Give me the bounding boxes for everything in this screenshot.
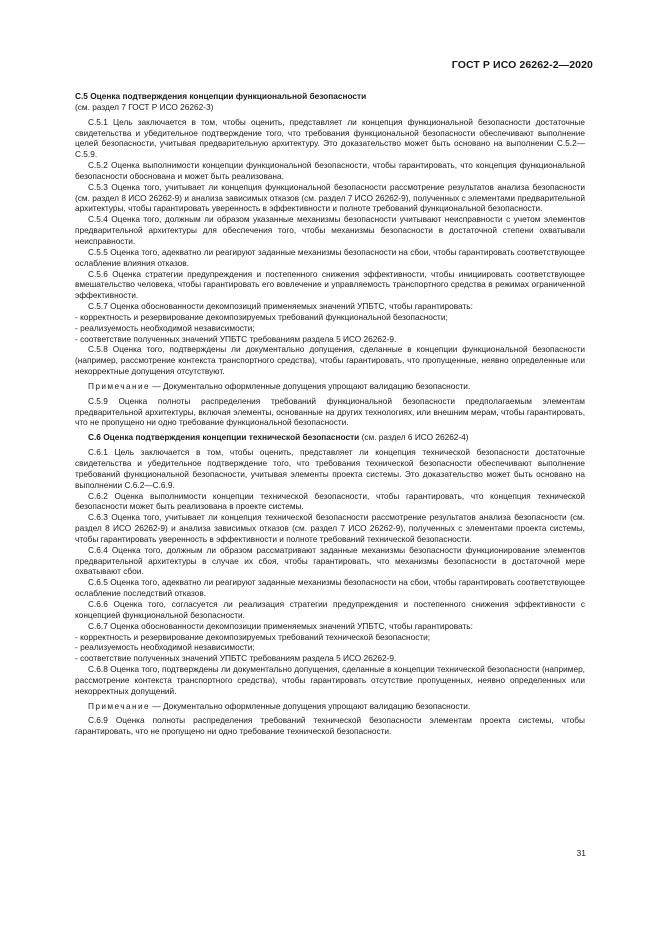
- paragraph-c6-3: C.6.3 Оценка того, учитывает ли концепция технической безопасности рассмотрение результатов анализа безопасности (см. раздел 8 ИСО 26262-9) и анализа зависимых отказов (см. раздел 7 ИСО 26262-9), полученных с элементами проекта системы, чтобы гарантировать уверенность в эффективности и полноте требований технической безопасности.: [75, 512, 585, 544]
- paragraph-c6-6: C.6.6 Оценка того, согласуется ли реализация стратегии предупреждения и постепенного снижения эффективности с концепцией функциональной безопасности.: [75, 598, 585, 620]
- document-header-title: ГОСТ Р ИСО 26262-2—2020: [451, 59, 593, 71]
- paragraph-c6-5: C.6.5 Оценка того, адекватно ли реагируют заданные механизмы безопасности на сбои, чтобы гарантировать соответствующее ослабление последствий отказов.: [75, 577, 585, 599]
- paragraph-c5-7: C.5.7 Оценка обоснованности декомпозиций применяемых значений УПБТС, чтобы гарантировать:: [88, 301, 473, 312]
- note-c6-label: Примечание: [88, 700, 151, 711]
- note-c5: [75, 381, 585, 392]
- section-c5-heading: C.5 Оценка подтверждения концепции функциональной безопасности: [75, 91, 367, 101]
- section-c6-heading: C.6 Оценка подтверждения концепции технической безопасности: [88, 432, 360, 443]
- list-item-c6-7-1: - корректность и резервирование декомпозируемых требований технической безопасности;: [75, 631, 431, 642]
- paragraph-c5-8: C.5.8 Оценка того, подтверждены ли документально допущения, сделанные в концепции функциональной безопасности (например, рассмотрение контекста транспортного средства), чтобы гарантировать, что пропущенные, неявно определенные или некорректные допущения отсутствуют.: [75, 344, 585, 377]
- paragraph-c5-2: C.5.2 Оценка выполнимости концепции функциональной безопасности, чтобы гарантировать, что концепция функциональной безопасности обоснована и может быть реализована.: [75, 160, 585, 181]
- paragraph-c5-6: C.5.6 Оценка стратегии предупреждения и постепенного снижения эффективности, чтобы инициировать соответствующее вмешательство человека, чтобы гарантировать его вовлечение и управляемость транспортного средства в режимах ограниченной эффективности.: [75, 268, 585, 301]
- note-c6: [75, 701, 585, 712]
- paragraph-c6-4: C.6.4 Оценка того, должным ли образом рассматривают заданные механизмы безопасности функционирование элементов предварительной архитектуры в случае их сбоя, чтобы гарантировать, что механизмы безопасности в достаточной мере охватывают сбои.: [75, 544, 585, 577]
- page-number: 31: [576, 848, 586, 858]
- paragraph-c6-2: C.6.2 Оценка выполнимости концепции технической безопасности, чтобы гарантировать, что концепция технической безопасности может быть реализована в проекте системы.: [75, 490, 585, 512]
- paragraph-c5-9: C.5.9 Оценка полноты распределения требований функциональной безопасности предполагаемым элементам предварительной архитектуры, включая элементы, основанные на других технологиях, или внешним мерам, чтобы гарантировать, что не пропущено ни одно требование функциональной безопасности.: [75, 395, 585, 428]
- paragraph-c5-3: C.5.3 Оценка того, учитывает ли концепция функциональной безопасности рассмотрение результатов анализа безопасности (см. раздел 8 ИСО 26262-9) и анализа зависимых отказов (см. раздел 7 ИСО 26262-9), полученных с элементами предварительной архитектуры, чтобы гарантировать уверенность в эффективности и полноте требований функциональной безопасности.: [75, 181, 585, 214]
- section-c5-reference: (см. раздел 7 ГОСТ Р ИСО 26262-3): [75, 101, 214, 112]
- list-item-c6-7-2: - реализуемость необходимой независимости;: [75, 642, 255, 653]
- paragraph-c6-9: C.6.9 Оценка полноты распределения требований технической безопасности элементам проекта системы, чтобы гарантировать, что не пропущено ни одно требование технической безопасности.: [75, 715, 585, 737]
- note-c5-text: — Документально оформленные допущения упрощают валидацию безопасности.: [150, 380, 471, 391]
- list-item-c5-7-3: - соответствие полученных значений УПБТС требованиям раздела 5 ИСО 26262-9.: [75, 333, 397, 344]
- paragraph-c5-4: C.5.4 Оценка того, должным ли образом указанные механизмы безопасности учитывают неисправности с учетом элементов предварительной архитектуры для обеспечения того, чтобы механизмы безопасности в достаточной степени охватывали неисправности.: [75, 214, 585, 246]
- section-c6-title: [75, 432, 585, 443]
- note-c5-label: Примечание: [88, 380, 151, 391]
- section-c6-reference: (см. раздел 6 ИСО 26262-4): [359, 432, 469, 443]
- list-item-c5-7-1: - корректность и резервирование декомпозируемых требований функциональной безопасности;: [75, 311, 448, 322]
- list-item-c5-7-2: - реализуемость необходимой независимости;: [75, 322, 255, 333]
- note-c6-text: — Документально оформленные допущения упрощают валидацию безопасности.: [150, 700, 471, 711]
- paragraph-c6-8: C.6.8 Оценка того, подтверждены ли документально допущения, сделанные в концепции технической безопасности (например, рассмотрение контекста транспортного средства), чтобы гарантировать отсутствие пропущенных, неявно определенных или некорректных допущений.: [75, 664, 585, 696]
- paragraph-c5-5: C.5.5 Оценка того, адекватно ли реагируют заданные механизмы безопасности на сбои, чтобы гарантировать соответствующее ослабление влияния отказов.: [75, 246, 585, 268]
- list-item-c6-7-3: - соответствие полученных значений УПБТС требованиям раздела 5 ИСО 26262-9.: [75, 653, 397, 664]
- paragraph-c5-1: C.5.1 Цель заключается в том, чтобы оценить, представляет ли концепция функциональной безопасности достаточные свидетельства и убедительное подтверждение того, что требования функциональной безопасности обеспечивают выполнение целей безопасности, учитывая предварительную архитектуру. Это доказательство может быть основано на выполнении С.5.2—С.5.9.: [75, 116, 585, 160]
- document-body: [75, 91, 585, 737]
- paragraph-c6-7: C.6.7 Оценка обоснованности декомпозиции применяемых значений УПБТС, чтобы гарантировать:: [88, 620, 473, 631]
- paragraph-c6-1: C.6.1 Цель заключается в том, чтобы оценить, представляет ли концепция технической безопасности достаточные свидетельства и убедительное подтверждение того, что требования технической безопасности обеспечивают выполнение требований функциональной безопасности, учитывая элементы проекта системы. Это доказательство может быть основано на выполнении С.6.2—С.6.9.: [75, 447, 585, 490]
